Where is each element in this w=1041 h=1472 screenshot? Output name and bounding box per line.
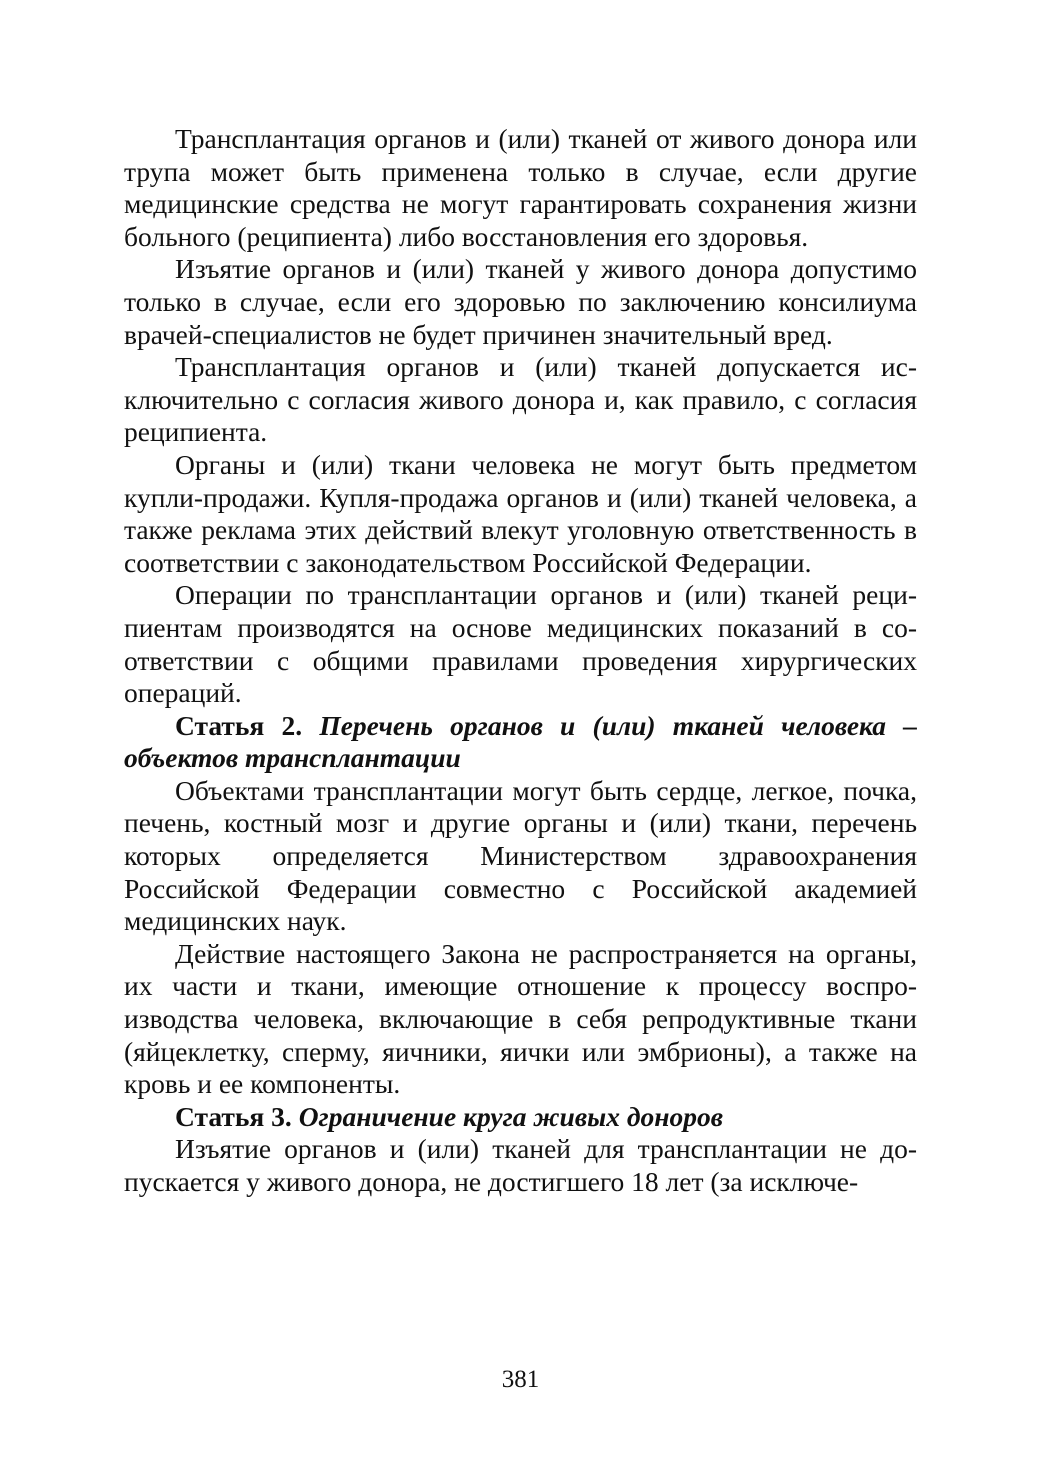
page-number: 381 xyxy=(501,1366,540,1393)
paragraph: Операции по трансплантации органов и (или) тканей реципиентам производятся на основе медицинских показаний в соответствии с общими правилами проведения хирургических операций. xyxy=(124,579,917,709)
page-body xyxy=(124,123,917,1199)
paragraph: Изъятие органов и (или) тканей у живого донора допустимо только в случае, если его здоровью по заключению консилиума врачей-специалистов не будет причинен значительный вред. xyxy=(124,253,917,350)
paragraph: Изъятие органов и (или) тканей для трансплантации не допускается у живого донора, не достигшего 18 лет (за исключе- xyxy=(124,1133,917,1197)
article-title: Перечень органов и (или) тканей человека – объектов трансплантации xyxy=(124,709,917,774)
article-label: Статья 3. xyxy=(175,1100,292,1132)
article-heading xyxy=(124,1101,917,1134)
article-label: Статья 2. xyxy=(175,709,303,741)
article-title: Ограничение круга живых доноров xyxy=(298,1100,724,1132)
article-heading xyxy=(124,710,917,775)
paragraph: Трансплантация органов и (или) тканей от живого донора или трупа может быть применена только в случае, если другие медицинские средства не могут гарантировать сохранения жизни больного (реципиента) либо восстановления его здоровья. xyxy=(124,123,917,252)
paragraph: Действие настоящего Закона не распространяется на органы, их части и ткани, имеющие отношение к процессу воспроизводства человека, включающие в себя репродуктивные ткани (яйцеклетку, сперму, яичники, яички или эмбрионы), а также на кровь и ее компоненты. xyxy=(124,937,917,1100)
paragraph: Трансплантация органов и (или) тканей допускается исключительно с согласия живого донора и, как правило, с согласия реципиента. xyxy=(124,351,917,448)
paragraph: Объектами трансплантации могут быть сердце, легкое, почка, печень, костный мозг и другие органы и (или) ткани, перечень которых определяется Министерством здравоохранения Российской Федерации совместно с Российской академией медицинских наук. xyxy=(124,774,917,937)
paragraph: Органы и (или) ткани человека не могут быть предметом купли-продажи. Купля-продажа органов и (или) тканей человека, а также реклама этих действий влекут уголовную ответственность в соответствии с законодательством Российской Федерации. xyxy=(124,448,917,578)
